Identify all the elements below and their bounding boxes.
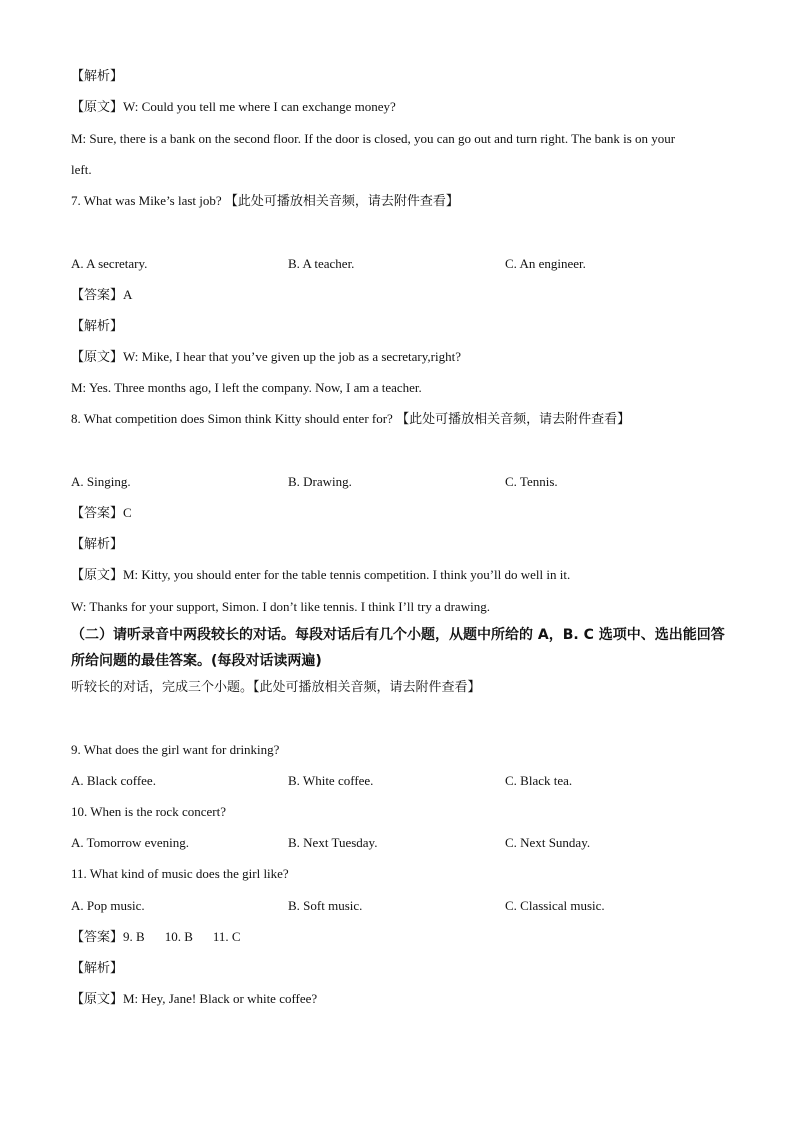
question-11: 11. What kind of music does the girl like? [71,866,289,881]
option-9b: B. White coffee. [288,773,374,788]
transcript-line: left. [71,162,92,177]
option-10a: A. Tomorrow evening. [71,835,189,850]
question-9: 9. What does the girl want for drinking? [71,742,280,757]
section-intro: 听较长的对话，完成三个小题。【此处可播放相关音频，请去附件查看】 [71,679,481,694]
transcript-line: W: Thanks for your support, Simon. I don’t like tennis. I think I’ll try a drawing. [71,599,490,614]
analysis-label: 【解析】 [71,68,124,83]
option-11c: C. Classical music. [505,898,605,913]
section-heading: （二）请听录音中两段较长的对话。每段对话后有几个小题，从题中所给的 A，B. C 选项中、选出能回答所给问题的最佳答案。(每段对话读两遍) [71,627,725,669]
option-8c: C. Tennis. [505,474,558,489]
answer-8: 【答案】C [71,505,132,520]
option-8b: B. Drawing. [288,474,352,489]
option-10c: C. Next Sunday. [505,835,591,850]
transcript-line: M: Sure, there is a bank on the second floor. If the door is closed, you can go out and turn right. The bank is on your [71,131,676,146]
question-10: 10. When is the rock concert? [71,804,226,819]
option-8a: A. Singing. [71,474,131,489]
transcript-line: M: Yes. Three months ago, I left the company. Now, I am a teacher. [71,380,422,395]
answer-10: 10. B [164,929,193,944]
option-9a: A. Black coffee. [71,773,156,788]
option-9c: C. Black tea. [505,773,573,788]
option-10b: B. Next Tuesday. [288,835,378,850]
option-7a: A. A secretary. [71,256,148,271]
option-11a: A. Pop music. [71,898,145,913]
transcript-line: 【原文】M: Hey, Jane! Black or white coffee? [71,991,318,1006]
answer-11: 11. C [212,929,241,944]
option-7b: B. A teacher. [288,256,355,271]
analysis-label: 【解析】 [71,536,124,551]
answer-label: 【答案】 [71,929,124,944]
answer-9: 9. B [123,929,145,944]
analysis-label: 【解析】 [71,318,124,333]
answer-7: 【答案】A [71,287,133,302]
transcript-line: 【原文】M: Kitty, you should enter for the table tennis competition. I think you’ll do well in it. [71,567,571,582]
transcript-line: 【原文】W: Could you tell me where I can exchange money? [71,99,396,114]
answer-9-11 [71,928,241,946]
option-7c: C. An engineer. [505,256,586,271]
option-11b: B. Soft music. [288,898,363,913]
analysis-label: 【解析】 [71,960,124,975]
transcript-line: 【原文】W: Mike, I hear that you’ve given up the job as a secretary,right? [71,349,461,364]
question-8: 8. What competition does Simon think Kitty should enter for? 【此处可播放相关音频，请去附件查看】 [71,411,631,426]
question-7: 7. What was Mike’s last job? 【此处可播放相关音频，请去附件查看】 [71,193,459,208]
